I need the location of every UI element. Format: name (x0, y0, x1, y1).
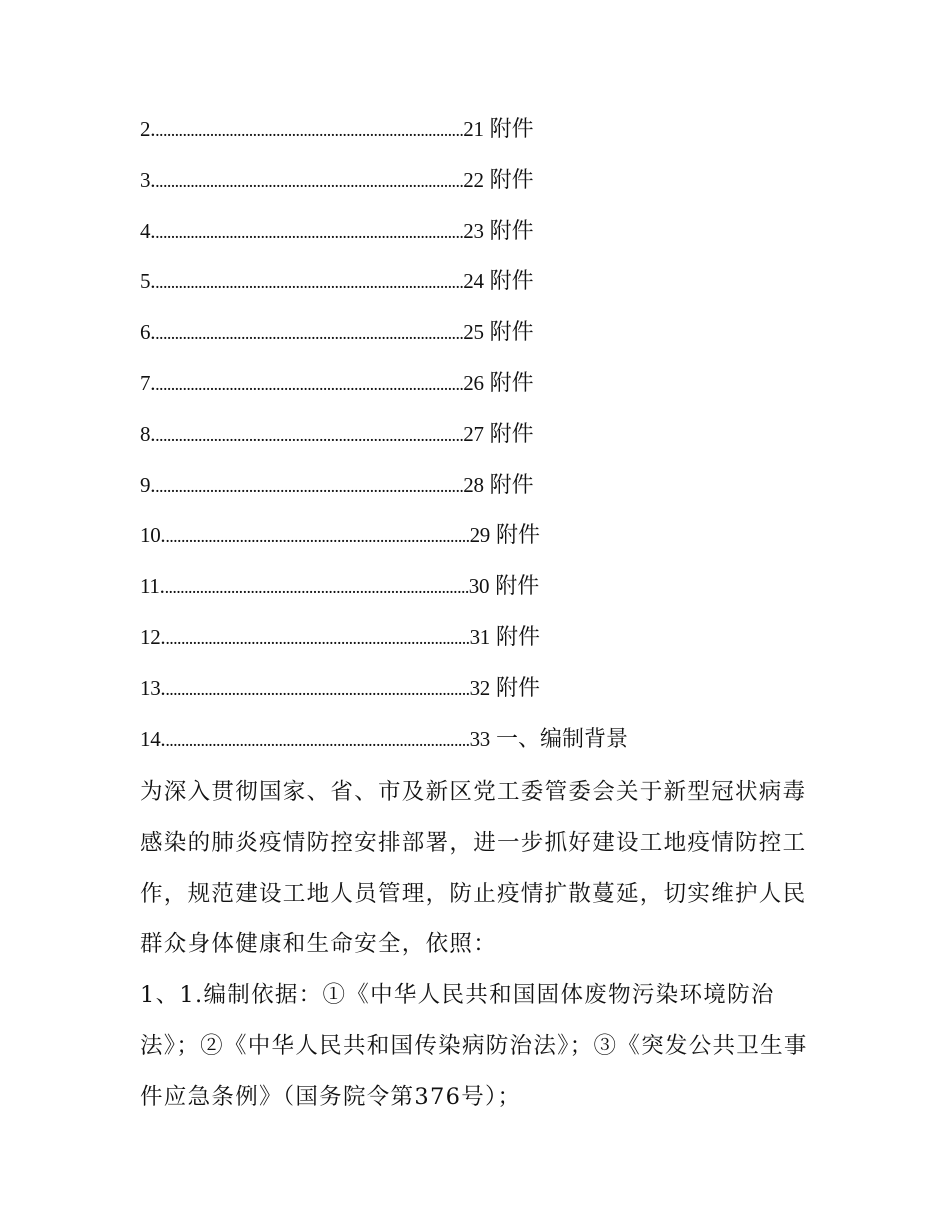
toc-entry-number: 12. (140, 624, 166, 649)
toc-row (140, 468, 760, 519)
toc-page-number: 22 (463, 167, 484, 192)
toc-page-number: 25 (463, 320, 484, 345)
toc-leader-dots: .............................................................................. (165, 627, 470, 648)
toc-entry-number: 4. (140, 218, 156, 243)
toc-row (140, 315, 760, 366)
toc-page-number: 29 (469, 523, 490, 548)
table-of-contents (140, 112, 760, 772)
toc-row (140, 366, 760, 417)
toc-page-number: 27 (463, 421, 484, 446)
toc-entry-title: 附件 (489, 117, 534, 142)
toc-entry-number: 5. (140, 269, 156, 294)
toc-row (140, 722, 760, 773)
toc-entry-number: 9. (140, 472, 156, 497)
toc-entry-title: 附件 (489, 269, 534, 295)
toc-page-number: 21 (463, 117, 484, 141)
toc-row (140, 417, 760, 468)
toc-leader-dots: ............................................................................... (155, 323, 464, 344)
toc-page-number: 26 (463, 370, 484, 395)
toc-leader-dots: ............................................................................... (155, 424, 464, 445)
toc-entry-title: 附件 (495, 523, 540, 549)
toc-page-number: 23 (463, 218, 484, 243)
toc-leader-dots: ............................................................................... (155, 272, 464, 293)
background-paragraph: 为深入贯彻国家、省、市及新区党工委管委会关于新型冠状病毒感染的肺炎疫情防控安排部署，进一步抓好建设工地疫情防控工作，规范建设工地人员管理，防止疫情扩散蔓延，切实维护人民群众身体健康和生命安全，依照： (140, 779, 807, 958)
toc-page-number: 30 (468, 574, 490, 599)
toc-row (140, 569, 760, 620)
toc-leader-dots: ............................................................................... (155, 373, 464, 394)
toc-leader-dots: .............................................................................. (165, 729, 470, 750)
toc-page-number: 33 (469, 726, 490, 751)
toc-row (140, 214, 760, 265)
toc-row (140, 671, 760, 722)
toc-entry-title: 附件 (495, 675, 540, 701)
toc-entry-title: 附件 (489, 472, 534, 498)
toc-entry-title: 附件 (495, 624, 540, 650)
toc-leader-dots: .............................................................................. (164, 577, 469, 598)
toc-entry-number: 3. (140, 167, 156, 192)
toc-page-number: 32 (469, 675, 490, 700)
toc-page-number: 31 (469, 624, 490, 649)
toc-row (140, 112, 760, 163)
toc-row (140, 518, 760, 569)
toc-leader-dots: ............................................................................... (155, 170, 464, 191)
toc-page-number: 28 (463, 472, 484, 497)
toc-row (140, 264, 760, 315)
toc-entry-title: 附件 (489, 421, 534, 447)
toc-page-number: 24 (463, 269, 484, 294)
toc-entry-number: 11. (140, 574, 165, 599)
basis-paragraph: 1、1.编制依据：①《中华人民共和国固体废物污染环境防治法》；②《中华人民共和国传染病防治法》；③《突发公共卫生事件应急条例》（国务院令第376号）； (140, 982, 808, 1110)
toc-leader-dots: .............................................................................. (165, 526, 470, 547)
toc-entry-title: 附件 (489, 167, 534, 193)
toc-entry-title: 一、编制背景 (495, 726, 628, 752)
toc-entry-title: 附件 (489, 218, 534, 244)
toc-entry-number: 6. (140, 320, 156, 345)
toc-entry-number: 8. (140, 421, 156, 446)
toc-leader-dots: .............................................................................. (165, 678, 470, 699)
toc-entry-title: 附件 (495, 574, 540, 600)
toc-row (140, 163, 760, 214)
toc-entry-number: 10. (140, 523, 166, 548)
toc-entry-number: 2. (140, 117, 156, 141)
toc-entry-number: 7. (140, 370, 156, 395)
toc-leader-dots: ............................................................................... (155, 120, 464, 140)
toc-entry-title: 附件 (489, 370, 534, 396)
toc-entry-title: 附件 (489, 320, 534, 346)
toc-entry-number: 13. (140, 675, 166, 700)
toc-leader-dots: ............................................................................... (155, 221, 464, 242)
toc-row (140, 620, 760, 671)
toc-entry-number: 14. (140, 726, 166, 751)
document-body (140, 767, 820, 1123)
toc-leader-dots: ............................................................................... (155, 475, 464, 496)
